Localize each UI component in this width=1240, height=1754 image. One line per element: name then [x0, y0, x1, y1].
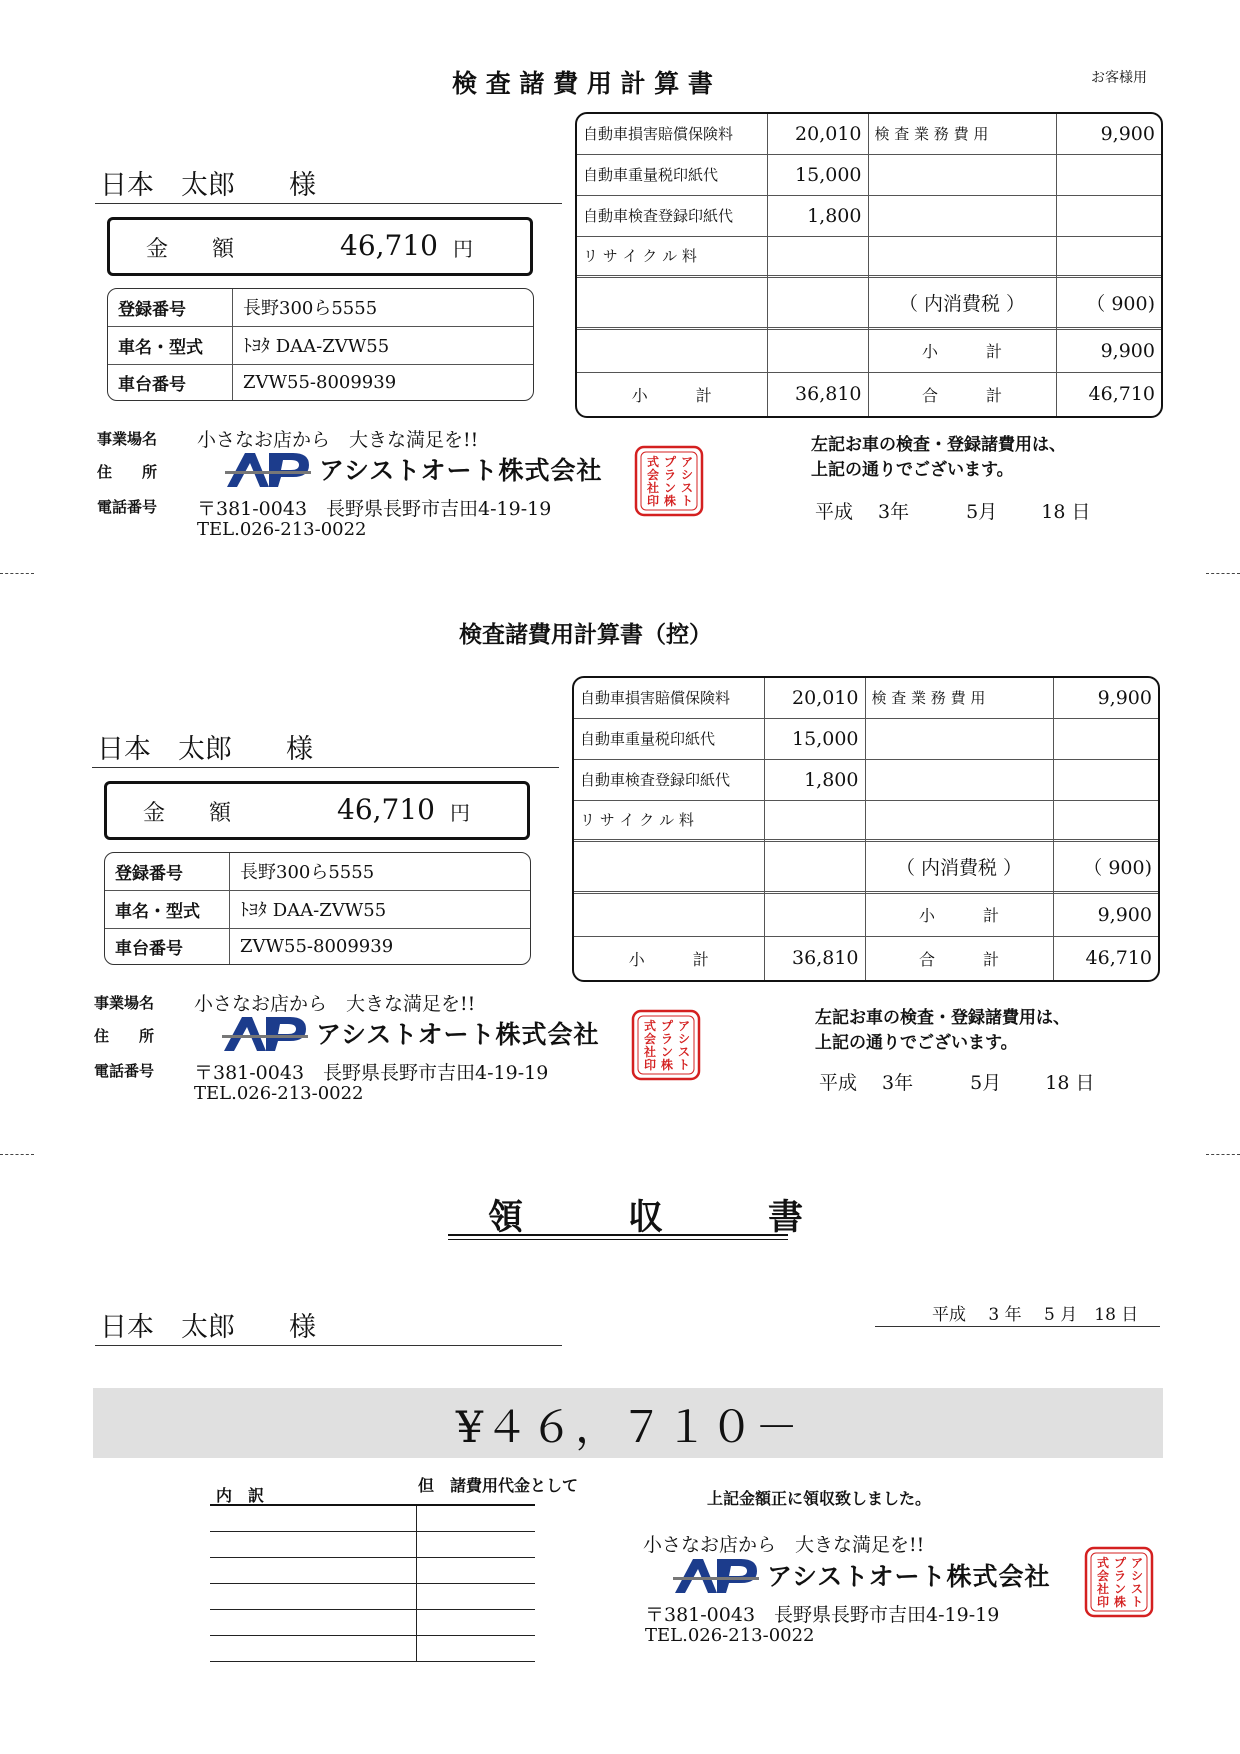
- svg-text:ス: ス: [1131, 1582, 1144, 1596]
- svg-text:プ: プ: [1114, 1556, 1127, 1570]
- receipt-title: 領 収 書: [488, 1198, 804, 1238]
- svg-text:式: 式: [647, 455, 660, 469]
- amount-banner: [93, 1388, 1163, 1458]
- receipt-address: 〒381-0043 長野県長野市吉田4-19-19: [645, 1604, 1000, 1626]
- receipt-date: 平成 3 年 5 月 18 日: [932, 1305, 1139, 1325]
- biz-name-label: 事業場名: [97, 430, 158, 448]
- company-logo: [225, 449, 603, 489]
- svg-text:株: 株: [661, 1058, 674, 1072]
- receipt-tel: TEL.026-213-0022: [645, 1625, 815, 1646]
- total-label: 合 計: [868, 372, 1056, 416]
- svg-text:シ: シ: [1131, 1569, 1144, 1583]
- receipt-customer-underline: [95, 1345, 562, 1346]
- svg-text:ラ: ラ: [1114, 1569, 1127, 1583]
- amount-unit: 円: [453, 237, 473, 261]
- model-value: ﾄﾖﾀ DAA-ZVW55: [233, 326, 534, 364]
- estimate-copy-title: 検査諸費用計算書（控）: [459, 622, 712, 648]
- receipt-slogan: 小さなお店から 大きな満足を!!: [643, 1534, 925, 1556]
- customer-copy-note: お客様用: [1091, 70, 1147, 86]
- svg-text:ン: ン: [664, 481, 677, 495]
- tax-amount: （ 900): [1053, 841, 1158, 891]
- svg-text:プ: プ: [664, 455, 677, 469]
- service-fee-amount: 9,900: [1053, 678, 1158, 718]
- receipt-customer: 日本 太郎 様: [100, 1312, 316, 1343]
- fee-item: 自動車検査登録印紙代: [577, 195, 767, 236]
- fees-table: [572, 676, 1160, 982]
- svg-text:シ: シ: [678, 1032, 691, 1046]
- receipt-confirm: 上記金額正に領収致しました。: [707, 1489, 932, 1508]
- svg-text:印: 印: [644, 1058, 657, 1072]
- company-address: 〒381-0043 長野県長野市吉田4-19-19: [194, 1062, 549, 1084]
- tax-label: （ 内消費税 ）: [868, 277, 1056, 327]
- company-logo: [222, 1013, 600, 1053]
- chassis-value: ZVW55-8009939: [240, 935, 394, 957]
- address-label: 住 所: [97, 463, 158, 481]
- svg-text:株: 株: [664, 494, 677, 508]
- service-fee-amount: 9,900: [1056, 114, 1161, 154]
- subtotal-right-amount: 9,900: [1056, 329, 1161, 372]
- svg-text:式: 式: [1097, 1556, 1110, 1570]
- fee-item: 自動車重量税印紙代: [577, 154, 767, 195]
- model-label: 車名・型式: [105, 890, 230, 928]
- svg-text:ス: ス: [681, 481, 694, 495]
- total-amount: 46,710: [1088, 383, 1155, 406]
- subtotal-left-label: 小 計: [577, 372, 767, 416]
- amount-label: 金 額: [143, 801, 232, 826]
- title-underline-2: [448, 1239, 788, 1240]
- reg-number-value: 長野300ら5555: [230, 853, 531, 890]
- subtotal-left-amount: 36,810: [764, 936, 865, 980]
- svg-text:ア: ア: [1131, 1556, 1144, 1570]
- subtotal-right-amount: 9,900: [1053, 893, 1158, 936]
- fee-amount: [767, 236, 868, 275]
- company-address: 〒381-0043 長野県長野市吉田4-19-19: [197, 498, 552, 520]
- company-name: アシストオート株式会社: [316, 1020, 600, 1049]
- model-value: ﾄﾖﾀ DAA-ZVW55: [230, 890, 531, 928]
- fee-amount: [764, 800, 865, 839]
- address-label: 住 所: [94, 1027, 155, 1045]
- svg-text:会: 会: [647, 468, 660, 482]
- reg-number-label: 登録番号: [108, 289, 233, 326]
- company-tel: TEL.026-213-0022: [194, 1083, 364, 1104]
- fee-amount: 20,010: [764, 678, 865, 718]
- notice: [811, 433, 1066, 483]
- fee-item: 自動車検査登録印紙代: [574, 759, 764, 800]
- fee-amount: 15,000: [764, 718, 865, 759]
- svg-text:社: 社: [647, 481, 660, 495]
- vehicle-info: [104, 852, 531, 965]
- slogan: 小さなお店から 大きな満足を!!: [197, 429, 479, 451]
- chassis-value: ZVW55-8009939: [243, 371, 397, 393]
- fees-table: [575, 112, 1163, 418]
- svg-text:会: 会: [644, 1032, 657, 1046]
- notice: [815, 1006, 1070, 1056]
- chassis-label: 車台番号: [108, 364, 233, 400]
- svg-text:ト: ト: [678, 1058, 691, 1072]
- notice-line-1: 左記お車の検査・登録諸費用は、: [811, 435, 1066, 455]
- svg-text:印: 印: [647, 494, 660, 508]
- fee-amount: 20,010: [767, 114, 868, 154]
- svg-text:ト: ト: [1131, 1595, 1144, 1609]
- customer-name: 日本 太郎 様: [100, 170, 316, 201]
- svg-text:シ: シ: [681, 468, 694, 482]
- tax-label: （ 内消費税 ）: [865, 841, 1053, 891]
- amount-label: 金 額: [146, 237, 235, 262]
- company-tel: TEL.026-213-0022: [197, 519, 367, 540]
- vehicle-info: [107, 288, 534, 401]
- amount-box: [107, 217, 533, 276]
- subtotal-left-label: 小 計: [574, 936, 764, 980]
- receipt-date-underline: [875, 1326, 1160, 1327]
- receipt-company-logo: [673, 1555, 1051, 1595]
- chassis-label: 車台番号: [105, 928, 230, 964]
- fee-item: 自動車損害賠償保険料: [574, 678, 764, 718]
- biz-name-label: 事業場名: [94, 994, 155, 1012]
- notice-line-1: 左記お車の検査・登録諸費用は、: [815, 1008, 1070, 1028]
- slogan: 小さなお店から 大きな満足を!!: [194, 993, 476, 1015]
- svg-text:社: 社: [1097, 1582, 1110, 1596]
- svg-text:印: 印: [1097, 1595, 1110, 1609]
- fee-amount: 15,000: [767, 154, 868, 195]
- fee-amount: 1,800: [764, 759, 865, 800]
- fee-item: リ サ イ ク ル 料: [574, 800, 764, 839]
- svg-text:会: 会: [1097, 1569, 1110, 1583]
- amount-box: [104, 781, 530, 840]
- reg-number-label: 登録番号: [105, 853, 230, 890]
- svg-text:社: 社: [644, 1045, 657, 1059]
- reg-number-value: 長野300ら5555: [233, 289, 534, 326]
- ap-logo-icon: [222, 1013, 308, 1053]
- issue-date: 平成 3年 5月 18 日: [815, 501, 1091, 523]
- fee-item: 自動車損害賠償保険料: [577, 114, 767, 154]
- breakdown-label: 内 訳: [216, 1486, 265, 1505]
- cut-mark: [0, 1154, 34, 1155]
- svg-text:ラ: ラ: [664, 468, 677, 482]
- estimate-title: 検 査 諸 費 用 計 算 書: [452, 69, 713, 98]
- cut-mark: [1206, 1154, 1240, 1155]
- total-amount: 46,710: [1085, 947, 1152, 970]
- amount-value: 46,710: [337, 793, 435, 826]
- company-name: アシストオート株式会社: [319, 456, 603, 485]
- customer-name: 日本 太郎 様: [97, 734, 313, 765]
- receipt-amount: ¥４６，７１０－: [455, 1403, 801, 1453]
- subtotal-left-amount: 36,810: [767, 372, 868, 416]
- company-name: アシストオート株式会社: [767, 1562, 1051, 1591]
- estimate-sheet-copy: [0, 564, 1237, 1124]
- issue-date: 平成 3年 5月 18 日: [819, 1072, 1095, 1094]
- company-seal-icon: [1083, 1545, 1155, 1619]
- breakdown-table: [210, 1506, 535, 1662]
- service-fee-label: 検 査 業 務 費 用: [865, 678, 1053, 718]
- fee-amount: 1,800: [767, 195, 868, 236]
- subtotal-right-label: 小 計: [868, 329, 1056, 372]
- svg-text:株: 株: [1114, 1595, 1127, 1609]
- amount-value: 46,710: [340, 229, 438, 262]
- estimate-sheet-customer: [0, 0, 1240, 560]
- title-underline: [448, 1234, 788, 1236]
- company-seal-icon: [633, 444, 705, 518]
- model-label: 車名・型式: [108, 326, 233, 364]
- fee-item: 自動車重量税印紙代: [574, 718, 764, 759]
- proviso: 但 諸費用代金として: [418, 1476, 579, 1495]
- ap-logo-icon: [225, 449, 311, 489]
- svg-text:プ: プ: [661, 1019, 674, 1033]
- total-label: 合 計: [865, 936, 1053, 980]
- notice-line-2: 上記の通りでございます。: [811, 460, 1014, 480]
- notice-line-2: 上記の通りでございます。: [815, 1033, 1018, 1053]
- svg-text:ス: ス: [678, 1045, 691, 1059]
- customer-underline: [92, 767, 559, 768]
- phone-label: 電話番号: [97, 498, 158, 516]
- tax-amount: （ 900): [1056, 277, 1161, 327]
- company-seal-icon: [630, 1008, 702, 1082]
- subtotal-right-label: 小 計: [865, 893, 1053, 936]
- fee-item: リ サ イ ク ル 料: [577, 236, 767, 275]
- svg-text:ン: ン: [1114, 1582, 1127, 1596]
- svg-text:ア: ア: [678, 1019, 691, 1033]
- svg-text:ア: ア: [681, 455, 694, 469]
- svg-text:式: 式: [644, 1019, 657, 1033]
- svg-text:ン: ン: [661, 1045, 674, 1059]
- svg-text:ト: ト: [681, 494, 694, 508]
- customer-underline: [95, 203, 562, 204]
- phone-label: 電話番号: [94, 1062, 155, 1080]
- amount-unit: 円: [450, 801, 470, 825]
- ap-logo-icon: [673, 1555, 759, 1595]
- service-fee-label: 検 査 業 務 費 用: [868, 114, 1056, 154]
- svg-text:ラ: ラ: [661, 1032, 674, 1046]
